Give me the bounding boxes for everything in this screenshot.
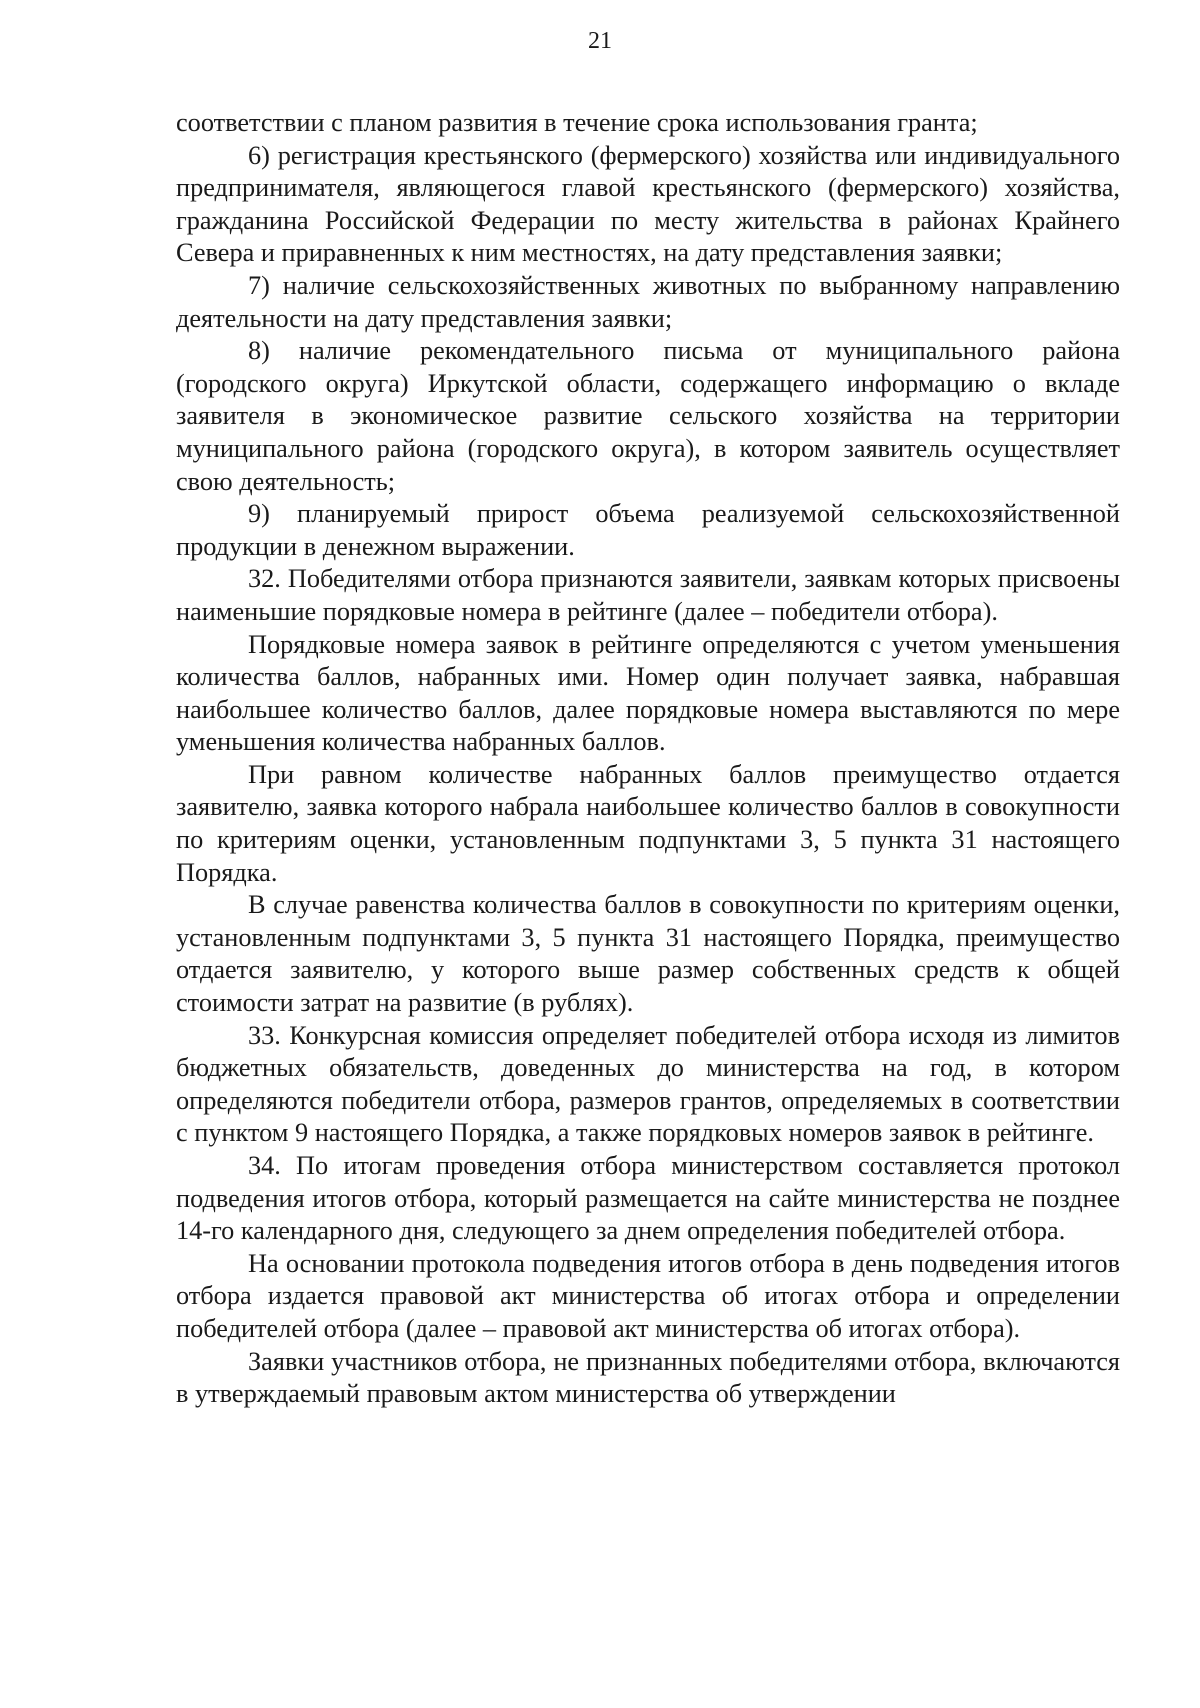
paragraph: Порядковые номера заявок в рейтинге определяются с учетом уменьшения количества баллов, набранных ими. Номер один получает заявка, набравшая наибольшее количество баллов, далее порядковые номера выставляются по мере уменьшения количества набранных баллов. — [176, 629, 1120, 757]
paragraph: Заявки участников отбора, не признанных победителями отбора, включаются в утверждаемый правовым актом министерства об утверждении — [176, 1346, 1120, 1409]
paragraph: 6) регистрация крестьянского (фермерского) хозяйства или индивидуального предпринимателя, являющегося главой крестьянского (фермерского) хозяйства, гражданина Российской Федерации по месту жительства в районах Крайнего Севера и приравненных к ним местностях, на дату представления заявки; — [176, 140, 1120, 268]
paragraph: 9) планируемый прирост объема реализуемой сельскохозяйственной продукции в денежном выражении. — [176, 499, 1120, 561]
paragraph: 33. Конкурсная комиссия определяет победителей отбора исходя из лимитов бюджетных обязательств, доведенных до министерства на год, в котором определяются победители отбора, размеров грантов, определяемых в соответствии с пунктом 9 настоящего Порядка, а также порядковых номеров заявок в рейтинге. — [176, 1020, 1120, 1148]
paragraph: 32. Победителями отбора признаются заявители, заявкам которых присвоены наименьшие порядковые номера в рейтинге (далее – победители отбора). — [176, 564, 1120, 626]
paragraph: На основании протокола подведения итогов отбора в день подведения итогов отбора издается правовой акт министерства об итогах отбора и определении победителей отбора (далее – правовой акт министерства об итогах отбора). — [176, 1248, 1120, 1343]
paragraph: 34. По итогам проведения отбора министерством составляется протокол подведения итогов отбора, который размещается на сайте министерства не позднее 14-го календарного дня, следующего за днем определения победителей отбора. — [176, 1151, 1120, 1246]
document-body — [176, 107, 1120, 1411]
paragraph: При равном количестве набранных баллов преимущество отдается заявителю, заявка которого набрала наибольшее количество баллов в совокупности по критериям оценки, установленным подпунктами 3, 5 пункта 31 настоящего Порядка. — [176, 759, 1120, 887]
paragraph: 7) наличие сельскохозяйственных животных по выбранному направлению деятельности на дату представления заявки; — [176, 270, 1120, 333]
page-number: 21 — [588, 28, 612, 54]
paragraph: В случае равенства количества баллов в совокупности по критериям оценки, установленным подпунктами 3, 5 пункта 31 настоящего Порядка, преимущество отдается заявителю, у которого выше размер собственных средств к общей стоимости затрат на развитие (в рублях). — [176, 890, 1120, 1018]
paragraph: 8) наличие рекомендательного письма от муниципального района (городского округа) Иркутской области, содержащего информацию о вкладе заявителя в экономическое развитие сельского хозяйства на территории муниципального района (городского округа), в котором заявитель осуществляет свою деятельность; — [176, 336, 1120, 496]
paragraph: соответствии с планом развития в течение срока использования гранта; — [176, 108, 978, 137]
